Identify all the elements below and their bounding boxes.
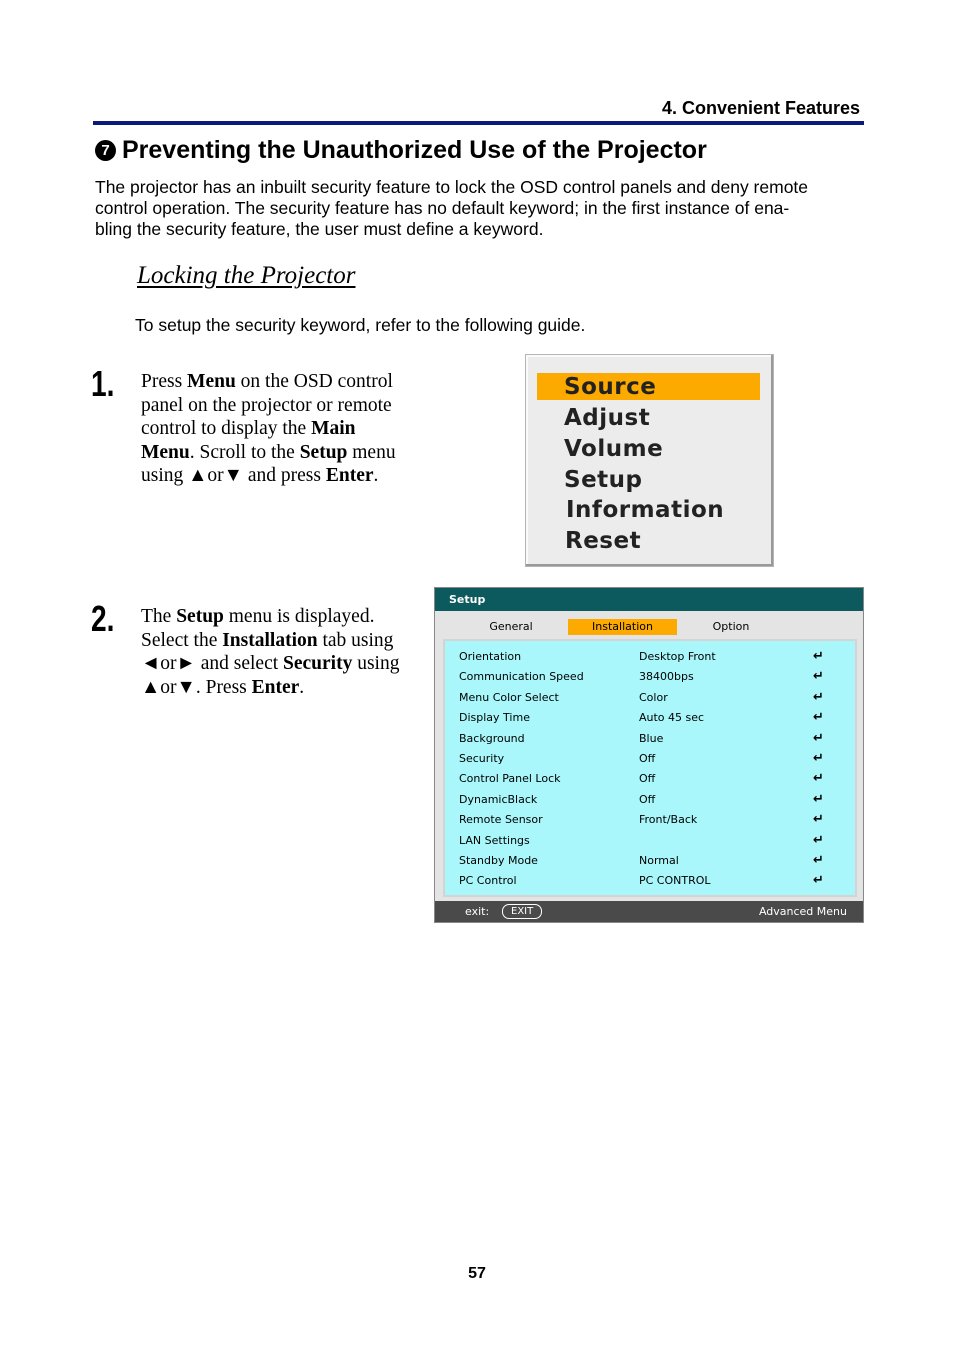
setting-label: Orientation	[459, 650, 522, 663]
setup-row-standby-mode[interactable]	[459, 852, 845, 870]
setting-value: Normal	[639, 854, 679, 867]
page-number: 57	[468, 1265, 486, 1282]
setup-row-background[interactable]	[459, 730, 845, 748]
setup-row-display-time[interactable]	[459, 709, 845, 727]
menu-item-reset[interactable]: Reset	[565, 528, 642, 554]
step-text-run: using ▲or▼ and press	[141, 465, 326, 486]
setup-row-communication-speed[interactable]	[459, 668, 845, 686]
tab-installation[interactable]: Installation	[568, 619, 677, 635]
advanced-menu-label[interactable]: Advanced Menu	[758, 905, 847, 918]
bold-term: Enter	[325, 465, 374, 486]
menu-item-information[interactable]: Information	[566, 497, 725, 523]
step-line	[141, 441, 431, 465]
setup-row-security[interactable]	[459, 750, 845, 768]
setting-value: 38400bps	[639, 670, 694, 684]
step-2-text	[141, 605, 431, 699]
enter-icon: ↵	[813, 669, 824, 685]
menu-item-setup[interactable]: Setup	[564, 467, 643, 493]
menu-item-source[interactable]: Source	[564, 374, 657, 400]
subheading: Locking the Projector	[137, 262, 356, 289]
exit-button[interactable]: EXIT	[502, 904, 542, 919]
exit-label: exit:	[465, 905, 490, 918]
setting-label: Security	[459, 752, 505, 765]
enter-icon: ↵	[813, 853, 824, 868]
intro-line: The projector has an inbuilt security feature to lock the OSD control panels and deny remote	[95, 177, 809, 197]
menu-item-volume[interactable]: Volume	[564, 436, 664, 462]
step-text-run: tab using	[317, 629, 394, 651]
setup-menu-osd	[434, 587, 864, 923]
step-text-run: panel on the projector or remote	[141, 394, 392, 416]
setting-value: Off	[639, 772, 656, 786]
step-text-run: menu	[347, 441, 396, 463]
step-text-run: Press	[141, 371, 188, 392]
page-heading	[95, 136, 707, 165]
step-text-run: ◄or► and select	[141, 653, 284, 674]
bold-term: Setup	[299, 441, 348, 463]
setup-title-bar: Setup	[435, 588, 863, 611]
bold-term: Main	[311, 418, 356, 439]
bold-term: Menu	[187, 371, 236, 392]
intro-line: control operation. The security feature has no default keyword; in the first instance of ena-	[95, 198, 790, 218]
setting-label: LAN Settings	[459, 833, 530, 847]
section-number-badge: 7	[95, 140, 116, 161]
enter-icon: ↵	[813, 812, 824, 828]
enter-icon: ↵	[813, 730, 824, 746]
step-line	[141, 605, 431, 629]
step-text-run: The	[141, 606, 177, 627]
setup-row-remote-sensor[interactable]	[459, 811, 845, 829]
setting-label: Remote Sensor	[459, 813, 543, 827]
step-text-run: .	[373, 465, 379, 486]
setting-label: Standby Mode	[459, 854, 538, 867]
enter-icon: ↵	[813, 649, 824, 664]
setting-label: Display Time	[459, 711, 530, 725]
setting-label: Menu Color Select	[459, 690, 559, 704]
heading-title: Preventing the Unauthorized Use of the Projector	[122, 136, 707, 164]
step-text-run: .	[299, 676, 305, 698]
intro-line: bling the security feature, the user must define a keyword.	[95, 219, 544, 239]
enter-icon: ↵	[813, 751, 824, 766]
bold-term: Setup	[176, 606, 224, 627]
setting-value: Front/Back	[639, 813, 698, 827]
enter-icon: ↵	[813, 791, 824, 807]
setting-value: Auto 45 sec	[639, 711, 705, 725]
main-menu-osd	[525, 354, 774, 567]
enter-icon: ↵	[813, 689, 824, 705]
step-line	[141, 370, 431, 394]
enter-icon: ↵	[813, 873, 824, 889]
step-text-run: control to display the	[141, 418, 312, 439]
step-line	[141, 652, 431, 676]
setup-row-pc-control[interactable]	[459, 872, 845, 890]
setup-row-lan-settings[interactable]	[459, 832, 845, 850]
enter-icon: ↵	[813, 771, 824, 787]
setup-options-panel	[443, 639, 857, 897]
step-line	[141, 629, 431, 653]
setup-row-control-panel-lock[interactable]	[459, 770, 845, 788]
step-text-run: Select the	[141, 629, 223, 651]
bold-term: Menu	[141, 441, 190, 463]
setting-value: Off	[639, 752, 656, 765]
setting-value: Blue	[639, 731, 664, 745]
setting-value: PC CONTROL	[639, 874, 711, 888]
bold-term: Enter	[251, 676, 300, 698]
step-number: 2.	[91, 598, 115, 639]
setting-label: PC Control	[459, 874, 517, 888]
step-line	[141, 417, 431, 441]
enter-icon: ↵	[813, 832, 824, 848]
enter-icon: ↵	[813, 710, 824, 726]
step-text-run: ▲or▼. Press	[141, 676, 252, 698]
setup-row-dynamicblack[interactable]	[459, 791, 845, 809]
tab-general[interactable]: General	[489, 620, 533, 633]
setting-value: Color	[639, 690, 668, 704]
step-line	[141, 464, 431, 488]
step-line	[141, 394, 431, 418]
step-1-text	[141, 370, 431, 488]
setting-value: Desktop Front	[639, 650, 716, 663]
setting-label: DynamicBlack	[459, 792, 538, 806]
tab-option[interactable]: Option	[712, 620, 750, 633]
section-header: 4. Convenient Features	[661, 98, 860, 118]
step-line	[141, 676, 431, 700]
guide-text: To setup the security keyword, refer to the following guide.	[135, 315, 586, 335]
setup-row-orientation[interactable]	[459, 648, 845, 666]
intro-paragraph	[95, 177, 865, 240]
setting-value: Off	[639, 792, 656, 806]
step-text-run: using	[352, 653, 400, 674]
setup-row-menu-color-select[interactable]	[459, 689, 845, 707]
step-text-run: menu is displayed.	[223, 606, 375, 627]
setting-label: Background	[459, 731, 525, 745]
setting-label: Communication Speed	[459, 670, 584, 684]
bold-term: Installation	[222, 629, 318, 651]
bold-term: Security	[283, 653, 353, 674]
header-rule	[93, 121, 864, 125]
step-text-run: on the OSD control	[235, 371, 393, 392]
step-number: 1.	[91, 363, 115, 404]
menu-item-adjust[interactable]: Adjust	[564, 405, 651, 431]
setup-footer	[435, 901, 863, 922]
step-text-run: . Scroll to the	[189, 441, 300, 463]
setting-label: Control Panel Lock	[459, 772, 561, 786]
